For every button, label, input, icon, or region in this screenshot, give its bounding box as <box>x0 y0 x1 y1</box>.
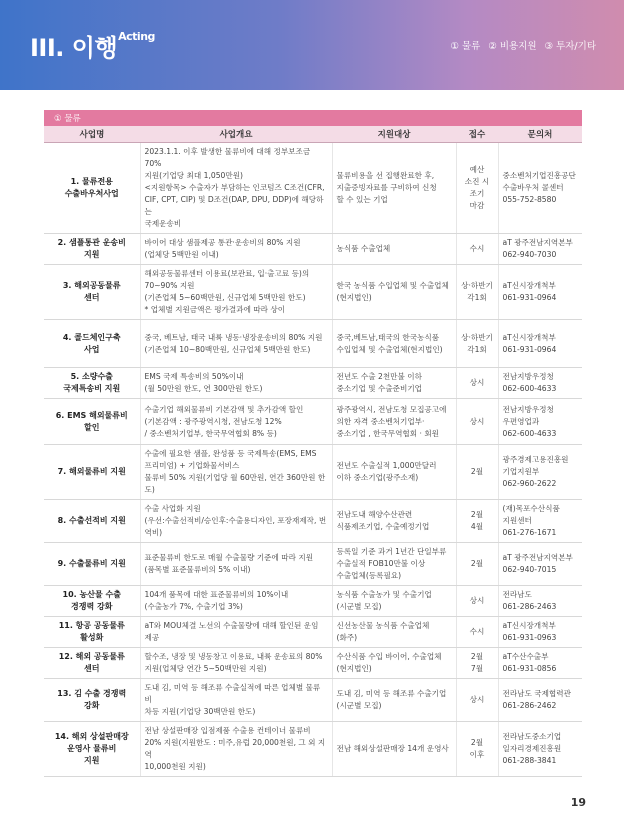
table-row <box>44 543 582 586</box>
program-cell-text: 11. 항공 공동물류 활성화 <box>58 621 125 642</box>
contact-cell <box>498 265 582 320</box>
application-cell-text: 예산 소진 시 조기 마감 <box>464 165 490 210</box>
table-header-row <box>44 126 582 143</box>
application-cell-text: 상시 <box>469 695 485 704</box>
application-cell-text: 수시 <box>469 244 485 253</box>
program-cell-text: 12. 해외 공동물류 센터 <box>58 652 125 673</box>
overview-cell <box>140 543 332 586</box>
contact-cell <box>498 586 582 617</box>
program-cell-text: 6. EMS 해외물류비 할인 <box>55 410 128 432</box>
application-cell-text: 2월 <box>470 559 484 568</box>
application-cell <box>456 500 498 543</box>
program-cell-text: 7. 해외물류비 지원 <box>57 467 126 476</box>
contact-cell-text: aT 광주전남지역본부 062-940-7015 <box>502 553 573 574</box>
application-cell <box>456 368 498 399</box>
program-cell-text: 4. 콜드체인구축 사업 <box>62 332 121 354</box>
contact-cell <box>498 722 582 777</box>
program-cell <box>44 368 140 399</box>
overview-cell-text: 2023.1.1. 이후 발생한 물류비에 대해 정부보조금 70% 지원(기업당 최대 1,050만원) <지원항목> 수출자가 부담하는 인코텀즈 C조건(CFR, CIF, CPT, CIP) 및 D조건(DAP, DPU, DDP)에 해당하는 국제운송비 <box>144 147 325 228</box>
overview-cell <box>140 320 332 368</box>
application-cell-text: 2월 4월 <box>470 510 484 531</box>
eligibility-cell <box>332 500 456 543</box>
overview-cell <box>140 399 332 445</box>
program-cell <box>44 617 140 648</box>
header-banner <box>0 0 624 90</box>
header-overview: 사업개요 <box>140 126 332 143</box>
application-cell <box>456 722 498 777</box>
overview-cell-text: 104개 품목에 대한 표준물류비의 10%이내 (수출농가 7%, 수출기업 3%) <box>144 590 289 611</box>
table-body <box>44 143 582 777</box>
contact-cell <box>498 500 582 543</box>
support-table <box>44 126 582 777</box>
eligibility-cell <box>332 265 456 320</box>
contact-cell <box>498 679 582 722</box>
nav-item-logistics[interactable]: ① 물류 <box>450 41 481 52</box>
contact-cell-text: 전라남도중소기업 일자리경제진흥원 061-288-3841 <box>502 732 562 765</box>
contact-cell-text: 전남지방우정청 우편영업과 062-600-4633 <box>502 404 557 438</box>
program-cell <box>44 399 140 445</box>
application-cell <box>456 399 498 445</box>
eligibility-cell <box>332 445 456 500</box>
table-row <box>44 368 582 399</box>
application-cell-text: 수시 <box>469 627 485 636</box>
contact-cell-text: aT 광주전남지역본부 062-940-7030 <box>502 238 573 259</box>
application-cell-text: 2월 이후 <box>469 738 485 759</box>
page-number: 19 <box>570 796 586 809</box>
table-row <box>44 586 582 617</box>
table-row <box>44 320 582 368</box>
nav-item-cost-support[interactable]: ② 비용지원 <box>488 41 537 52</box>
overview-cell <box>140 500 332 543</box>
contact-cell-text: 광주경제고용진흥원 기업지원부 062-960-2622 <box>502 455 569 488</box>
overview-cell-text: 바이어 대상 샘플제공 통관·운송비의 80% 지원 (업체당 5백만원 이내) <box>144 238 301 259</box>
application-cell <box>456 648 498 679</box>
eligibility-cell <box>332 679 456 722</box>
eligibility-cell <box>332 234 456 265</box>
program-cell <box>44 722 140 777</box>
program-cell <box>44 320 140 368</box>
application-cell <box>456 586 498 617</box>
eligibility-cell-text: 중국,베트남,태국의 한국농식품 수입업체 및 수출업체(현지법인) <box>336 332 443 354</box>
eligibility-cell-text: 전남도내 해양수산관련 식품제조기업, 수출예정기업 <box>336 510 430 531</box>
overview-cell-text: 중국, 베트남, 태국 내륙 냉동·냉장운송비의 80% 지원 (기존업체 10~80백만원, 신규업체 5백만원 한도) <box>144 332 323 354</box>
contact-cell-text: aT신시장개척부 061-931-0963 <box>502 621 557 642</box>
eligibility-cell-text: 농식품 수출농가 및 수출기업 (시군별 모집) <box>336 590 432 611</box>
application-cell <box>456 679 498 722</box>
header-application: 접수 <box>456 126 498 143</box>
overview-cell <box>140 265 332 320</box>
header-contact: 문의처 <box>498 126 582 143</box>
chapter-title-text: III. 이행 <box>30 34 118 62</box>
overview-cell-text: 수출기업 해외물류비 기본감액 및 추가감액 할인 (기본감액 : 광주광역시청, 전남도청 12% / 중소벤처기업부, 한국무역협회 8% 등) <box>144 404 304 438</box>
program-cell <box>44 648 140 679</box>
overview-cell <box>140 648 332 679</box>
overview-cell <box>140 445 332 500</box>
overview-cell-text: aT와 MOU체결 노선의 수출물량에 대해 할인된 운임 제공 <box>144 621 319 642</box>
application-cell <box>456 445 498 500</box>
program-cell <box>44 143 140 234</box>
program-cell-text: 1. 물류전용 수출바우처사업 <box>64 177 119 198</box>
overview-cell-text: 할수조, 냉장 및 냉동창고 이용료, 내륙 운송료의 80% 지원(업체당 연간 5~50백만원 지원) <box>144 652 323 673</box>
application-cell <box>456 543 498 586</box>
contact-cell <box>498 234 582 265</box>
eligibility-cell <box>332 399 456 445</box>
contact-cell-text: 전라남도 국제협력관 061-286-2462 <box>502 689 571 710</box>
application-cell-text: 2월 7월 <box>470 652 484 673</box>
program-cell <box>44 234 140 265</box>
eligibility-cell <box>332 586 456 617</box>
application-cell <box>456 143 498 234</box>
contact-cell <box>498 648 582 679</box>
application-cell <box>456 320 498 368</box>
overview-cell <box>140 722 332 777</box>
contact-cell-text: (재)목포수산식품 지원센터 061-276-1671 <box>502 504 560 537</box>
application-cell-text: 상시 <box>469 378 485 387</box>
header-program: 사업명 <box>44 126 140 143</box>
table-row <box>44 265 582 320</box>
table-row <box>44 234 582 265</box>
program-cell-text: 10. 농산물 수출 경쟁력 강화 <box>62 590 121 611</box>
eligibility-cell-text: 등록일 기준 과거 1년간 단일부류 수출실적 FOB10만불 이상 수출업체(등록필요) <box>336 547 447 580</box>
program-cell-text: 3. 해외공동물류 센터 <box>62 281 121 302</box>
table-row <box>44 445 582 500</box>
overview-cell-text: 표준물류비 한도로 매월 수출물량 기준에 따라 지원 (품목별 표준물류비의 5% 이내) <box>144 553 314 574</box>
nav-item-investment[interactable]: ③ 투자/기타 <box>544 41 596 52</box>
eligibility-cell-text: 수산식품 수입 바이어, 수출업체 (현지법인) <box>336 652 442 673</box>
overview-cell <box>140 586 332 617</box>
eligibility-cell <box>332 648 456 679</box>
overview-cell <box>140 679 332 722</box>
contact-cell <box>498 320 582 368</box>
program-cell <box>44 586 140 617</box>
header-eligibility: 지원대상 <box>332 126 456 143</box>
contact-cell <box>498 445 582 500</box>
program-cell <box>44 679 140 722</box>
overview-cell <box>140 368 332 399</box>
program-cell <box>44 445 140 500</box>
eligibility-cell-text: 광주광역시, 전남도청 모집공고에 의한 자격 중소벤처기업부· 중소기업 , 한국무역협회 · 회원 <box>336 404 447 438</box>
overview-cell-text: 수출에 필요한 샘플, 완성품 등 국제특송(EMS, EMS 프리미엄) + 기업화물서비스 물류비 50% 지원(기업당 월 60만원, 연간 360만원 한도) <box>144 449 326 494</box>
overview-cell-text: 도내 김, 미역 등 해조류 수출실적에 따른 업체별 물류비 차등 지원(기업당 30백만원 한도) <box>144 683 321 716</box>
eligibility-cell-text: 도내 김, 미역 등 해조류 수출기업 (시군별 모집) <box>336 689 447 710</box>
table-row <box>44 648 582 679</box>
eligibility-cell-text: 한국 농식품 수입업체 및 수출업체 (현지법인) <box>336 281 449 302</box>
eligibility-cell <box>332 143 456 234</box>
table-row <box>44 617 582 648</box>
program-cell <box>44 543 140 586</box>
table-row <box>44 500 582 543</box>
contact-cell <box>498 617 582 648</box>
contact-cell <box>498 543 582 586</box>
eligibility-cell-text: 전년도 수출실적 1,000만달러 이하 중소기업(광주소재) <box>336 461 437 482</box>
application-cell-text: 상·하반기 각1회 <box>461 281 493 302</box>
eligibility-cell-text: 전남 해외상설판매장 14개 운영사 <box>336 744 449 753</box>
contact-cell-text: 중소벤처기업진흥공단 수출바우처 콜센터 055-752-8580 <box>502 171 576 204</box>
table-row <box>44 143 582 234</box>
eligibility-cell-text: 전년도 수출 2천만불 이하 중소기업 및 수출준비기업 <box>336 372 423 393</box>
overview-cell-text: EMS 국제 특송비의 50%이내 (월 50만원 한도, 연 300만원 한도) <box>144 372 263 393</box>
eligibility-cell <box>332 722 456 777</box>
contact-cell-text: 전남지방우정청 062-600-4633 <box>502 372 557 393</box>
eligibility-cell <box>332 617 456 648</box>
program-cell-text: 13. 김 수출 경쟁력 강화 <box>57 689 127 710</box>
eligibility-cell <box>332 368 456 399</box>
application-cell-text: 2월 <box>470 467 484 476</box>
overview-cell <box>140 234 332 265</box>
table-row <box>44 722 582 777</box>
contact-cell <box>498 143 582 234</box>
contact-cell <box>498 368 582 399</box>
application-cell-text: 상시 <box>469 416 485 426</box>
overview-cell <box>140 143 332 234</box>
program-cell-text: 14. 해외 상설판매장 운영사 물류비 지원 <box>54 732 129 765</box>
contact-cell-text: aT신시장개척부 061-931-0964 <box>502 332 557 354</box>
application-cell-text: 상·하반기 각1회 <box>461 332 493 354</box>
table-row <box>44 399 582 445</box>
eligibility-cell-text: 신선농산물 농식품 수출업체 (화주) <box>336 621 430 642</box>
program-cell-text: 5. 소량수출 국제특송비 지원 <box>63 372 121 393</box>
contact-cell <box>498 399 582 445</box>
chapter-nav <box>450 38 596 52</box>
program-cell <box>44 500 140 543</box>
section-title: ① 물류 <box>44 110 582 126</box>
table-row <box>44 679 582 722</box>
contact-cell-text: aT신시장개척부 061-931-0964 <box>502 281 557 302</box>
contact-cell-text: aT수산수출부 061-931-0856 <box>502 652 557 673</box>
contact-cell-text: 전라남도 061-286-2463 <box>502 590 557 611</box>
overview-cell <box>140 617 332 648</box>
program-cell <box>44 265 140 320</box>
chapter-title-sup: Acting <box>118 30 155 43</box>
program-cell-text: 9. 수출물류비 지원 <box>57 559 126 568</box>
application-cell-text: 상시 <box>469 596 485 605</box>
program-cell-text: 2. 샘플통관 운송비 지원 <box>57 238 126 259</box>
overview-cell-text: 해외공동물류센터 이용료(보관료, 입·출고료 등)의 70~90% 지원 (기존업체 5~60백만원, 신규업체 5백만원 한도) * 업체별 지원금액은 평가결과에 따라 상이 <box>144 269 310 314</box>
content-area <box>44 110 582 777</box>
eligibility-cell <box>332 320 456 368</box>
overview-cell-text: 전남 상설판매장 입점제품 수출용 컨테이너 물류비 20% 지원(지원한도 : 미주,유럽 20,000천원, 그 외 지역 10,000천원 지원) <box>144 726 326 771</box>
eligibility-cell-text: 물류비용을 선 집행완료한 후, 지출증빙자료를 구비하여 신청 할 수 있는 기업 <box>336 171 437 204</box>
program-cell-text: 8. 수출선적비 지원 <box>57 516 126 525</box>
application-cell <box>456 265 498 320</box>
application-cell <box>456 617 498 648</box>
eligibility-cell-text: 농식품 수출업체 <box>336 244 391 253</box>
application-cell <box>456 234 498 265</box>
overview-cell-text: 수출 사업화 지원 (우선:수출선적비/승인후:수출용디자인, 포장재제작, 번역비) <box>144 504 327 537</box>
chapter-title <box>30 28 155 63</box>
eligibility-cell <box>332 543 456 586</box>
